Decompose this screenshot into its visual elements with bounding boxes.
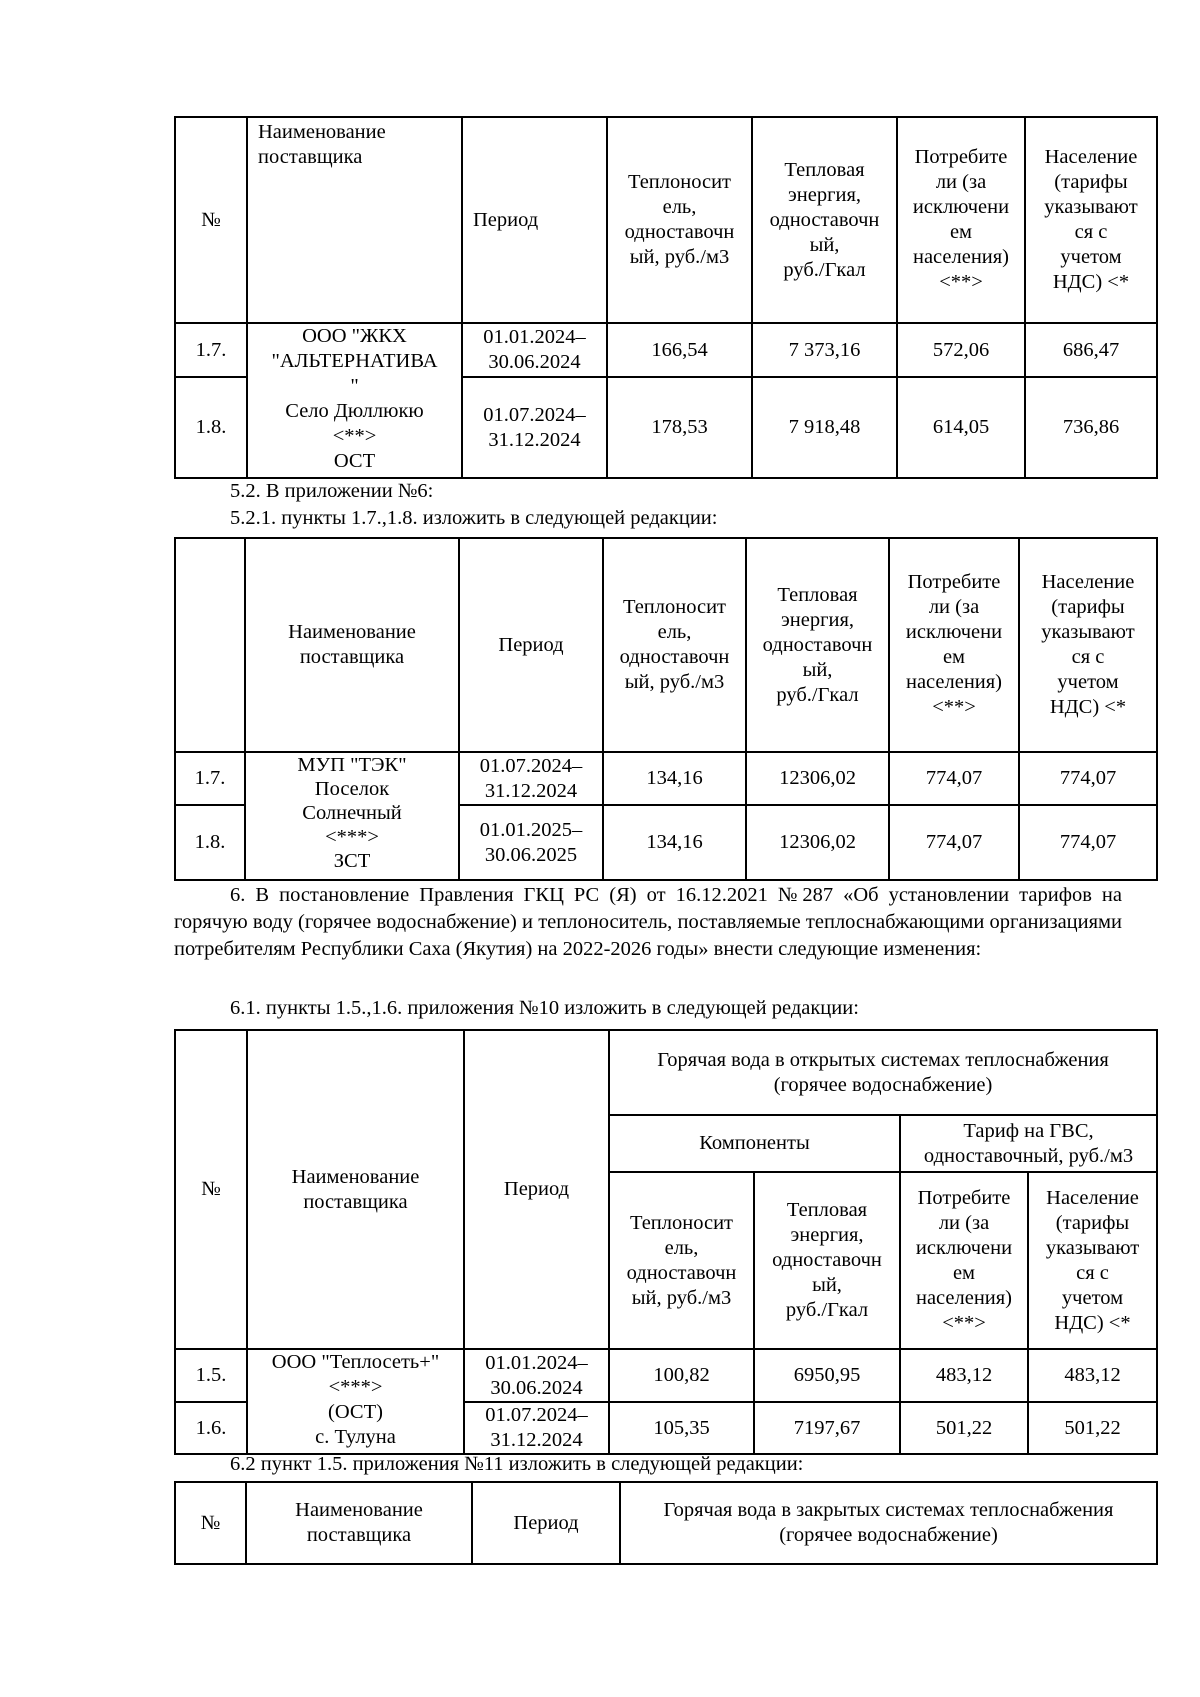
paragraph-6: 6. В постановление Правления ГКЦ РС (Я) от 16.12.2021 №287 «Об установлении тарифов на горячую воду (горячее водоснабжение) и теплоноситель, поставляемые теплоснабжающими организациями потребителям Республики Саха (Якутия) на 2022-2026 годы» внести следующие изменения: — [174, 884, 1122, 960]
header-period: Период — [472, 1482, 620, 1564]
header-coolant: Теплоносит ель, одноставочн ый, руб./м3 — [607, 117, 752, 323]
header-consumers: Потребите ли (за исключени ем населения) <**> — [900, 1172, 1028, 1349]
paragraph-5-2: 5.2. В приложении №6: — [230, 480, 434, 502]
row-heat-energy: 12306,02 — [746, 752, 889, 805]
header-supplier: Наименование поставщика — [247, 1030, 464, 1349]
row-coolant: 134,16 — [603, 805, 746, 880]
row-population: 774,07 — [1019, 752, 1157, 805]
tariff-table-4 — [174, 1481, 1158, 1565]
header-num: № — [175, 1030, 247, 1349]
row-heat-energy: 12306,02 — [746, 805, 889, 880]
row-period: 01.01.2025– 30.06.2025 — [459, 805, 603, 880]
row-consumers: 774,07 — [889, 805, 1019, 880]
header-num: № — [175, 117, 247, 323]
row-heat-energy: 7 918,48 — [752, 377, 897, 478]
row-coolant: 166,54 — [607, 323, 752, 377]
header-supplier: Наименование поставщика — [247, 117, 462, 323]
row-period: 01.07.2024– 31.12.2024 — [462, 377, 607, 478]
row-heat-energy: 7 373,16 — [752, 323, 897, 377]
paragraph-6-2: 6.2 пункт 1.5. приложения №11 изложить в следующей редакции: — [230, 1453, 804, 1475]
tariff-table-1 — [174, 116, 1158, 479]
header-coolant: Теплоносит ель, одноставочн ый, руб./м3 — [603, 538, 746, 752]
header-closed-systems-group: Горячая вода в закрытых системах теплоснабжения (горячее водоснабжение) — [620, 1482, 1157, 1564]
header-heat-energy: Тепловая энергия, одноставочн ый, руб./Гкал — [752, 117, 897, 323]
row-coolant: 134,16 — [603, 752, 746, 805]
row-population: 774,07 — [1019, 805, 1157, 880]
row-coolant: 100,82 — [609, 1349, 754, 1402]
row-period: 01.07.2024– 31.12.2024 — [459, 752, 603, 805]
header-period: Период — [459, 538, 603, 752]
header-heat-energy: Тепловая энергия, одноставочн ый, руб./Гкал — [746, 538, 889, 752]
row-population: 501,22 — [1028, 1402, 1157, 1454]
row-num: 1.6. — [175, 1402, 247, 1454]
row-num: 1.8. — [175, 805, 245, 880]
row-consumers: 483,12 — [900, 1349, 1028, 1402]
supplier-name: ООО "ЖКХ "АЛЬТЕРНАТИВА " Село Дюллюкю <**> ОСТ — [247, 323, 462, 478]
supplier-name: МУП "ТЭК" Поселок Солнечный <***> ЗСТ — [245, 752, 459, 880]
row-heat-energy: 7197,67 — [754, 1402, 900, 1454]
row-num: 1.7. — [175, 323, 247, 377]
paragraph-6-1: 6.1. пункты 1.5.,1.6. приложения №10 изложить в следующей редакции: — [230, 997, 859, 1019]
row-population: 483,12 — [1028, 1349, 1157, 1402]
row-num: 1.7. — [175, 752, 245, 805]
row-heat-energy: 6950,95 — [754, 1349, 900, 1402]
row-coolant: 178,53 — [607, 377, 752, 478]
row-num: 1.8. — [175, 377, 247, 478]
header-consumers: Потребите ли (за исключени ем населения) <**> — [889, 538, 1019, 752]
tariff-table-2 — [174, 537, 1158, 881]
row-consumers: 614,05 — [897, 377, 1025, 478]
row-consumers: 774,07 — [889, 752, 1019, 805]
row-period: 01.07.2024– 31.12.2024 — [464, 1402, 609, 1454]
row-consumers: 572,06 — [897, 323, 1025, 377]
header-open-systems-group: Горячая вода в открытых системах теплоснабжения (горячее водоснабжение) — [609, 1030, 1157, 1115]
header-num: № — [175, 1482, 246, 1564]
row-population: 686,47 — [1025, 323, 1157, 377]
header-population: Население (тарифы указывают ся с учетом НДС) <* — [1019, 538, 1157, 752]
header-supplier: Наименование поставщика — [246, 1482, 472, 1564]
header-period: Период — [464, 1030, 609, 1349]
header-supplier: Наименование поставщика — [245, 538, 459, 752]
header-num — [175, 538, 245, 752]
row-num: 1.5. — [175, 1349, 247, 1402]
header-population: Население (тарифы указывают ся с учетом НДС) <* — [1025, 117, 1157, 323]
supplier-name: ООО "Теплосеть+" <***> (ОСТ) с. Тулуна — [247, 1349, 464, 1454]
row-coolant: 105,35 — [609, 1402, 754, 1454]
row-consumers: 501,22 — [900, 1402, 1028, 1454]
row-period: 01.01.2024– 30.06.2024 — [464, 1349, 609, 1402]
header-coolant: Теплоносит ель, одноставочн ый, руб./м3 — [609, 1172, 754, 1349]
header-components: Компоненты — [609, 1115, 900, 1172]
header-heat-energy: Тепловая энергия, одноставочн ый, руб./Гкал — [754, 1172, 900, 1349]
paragraph-5-2-1: 5.2.1. пункты 1.7.,1.8. изложить в следующей редакции: — [230, 507, 718, 529]
header-consumers: Потребите ли (за исключени ем населения) <**> — [897, 117, 1025, 323]
header-period: Период — [462, 117, 607, 323]
row-population: 736,86 — [1025, 377, 1157, 478]
header-population: Население (тарифы указывают ся с учетом НДС) <* — [1028, 1172, 1157, 1349]
header-hot-water-tariff: Тариф на ГВС, одноставочный, руб./м3 — [900, 1115, 1157, 1172]
tariff-table-3 — [174, 1029, 1158, 1455]
row-period: 01.01.2024– 30.06.2024 — [462, 323, 607, 377]
